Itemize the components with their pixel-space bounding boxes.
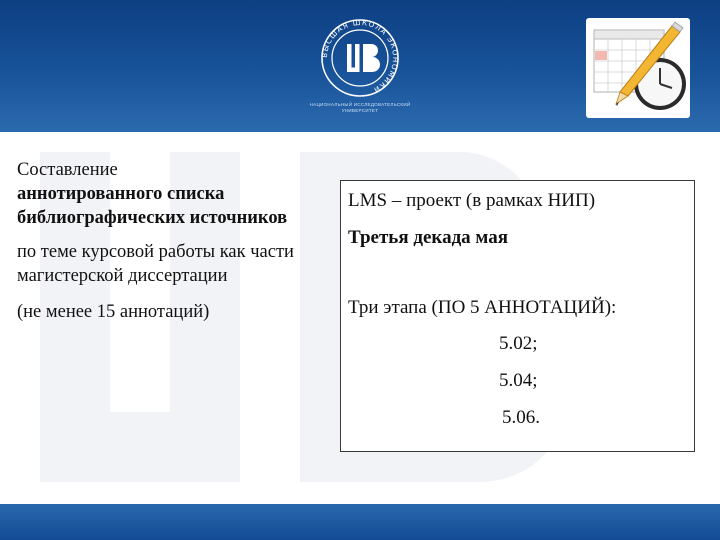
left-column xyxy=(17,158,317,324)
stage-date-3: 5.06. xyxy=(502,407,540,428)
calendar-graphic xyxy=(586,18,690,118)
assignment-minimum: (не менее 15 аннотаций) xyxy=(17,302,210,322)
stage-date-1: 5.02; xyxy=(499,333,538,354)
assignment-title xyxy=(17,158,317,230)
assignment-title-line1: Составление xyxy=(17,160,118,180)
calendar-pencil-clock-icon xyxy=(586,18,690,118)
deadline-term: Третья декада мая xyxy=(348,227,509,248)
logo-caption-line2: УНИВЕРСИТЕТ xyxy=(341,108,379,113)
logo-caption-line1: НАЦИОНАЛЬНЫЙ ИССЛЕДОВАТЕЛЬСКИЙ xyxy=(309,102,411,107)
schedule-box xyxy=(340,180,695,452)
assignment-title-bold: аннотированного списка библиографических источников xyxy=(17,184,288,228)
footer-band xyxy=(0,504,720,540)
logo-ring-text: ВЫСШАЯ ШКОЛА ЭКОНОМИКИ xyxy=(319,17,401,95)
stages-line: Три этапа (ПО 5 АННОТАЦИЙ): xyxy=(348,297,617,318)
header-band xyxy=(0,0,720,132)
assignment-topic: по теме курсовой работы как части магистерской диссертации xyxy=(17,242,294,286)
logo-caption xyxy=(302,102,418,114)
stage-date-2: 5.04; xyxy=(499,370,538,391)
hse-logo-emblem xyxy=(302,16,418,100)
hse-logo-icon xyxy=(302,16,418,124)
project-line: LMS – проект (в рамках НИП) xyxy=(348,190,596,211)
